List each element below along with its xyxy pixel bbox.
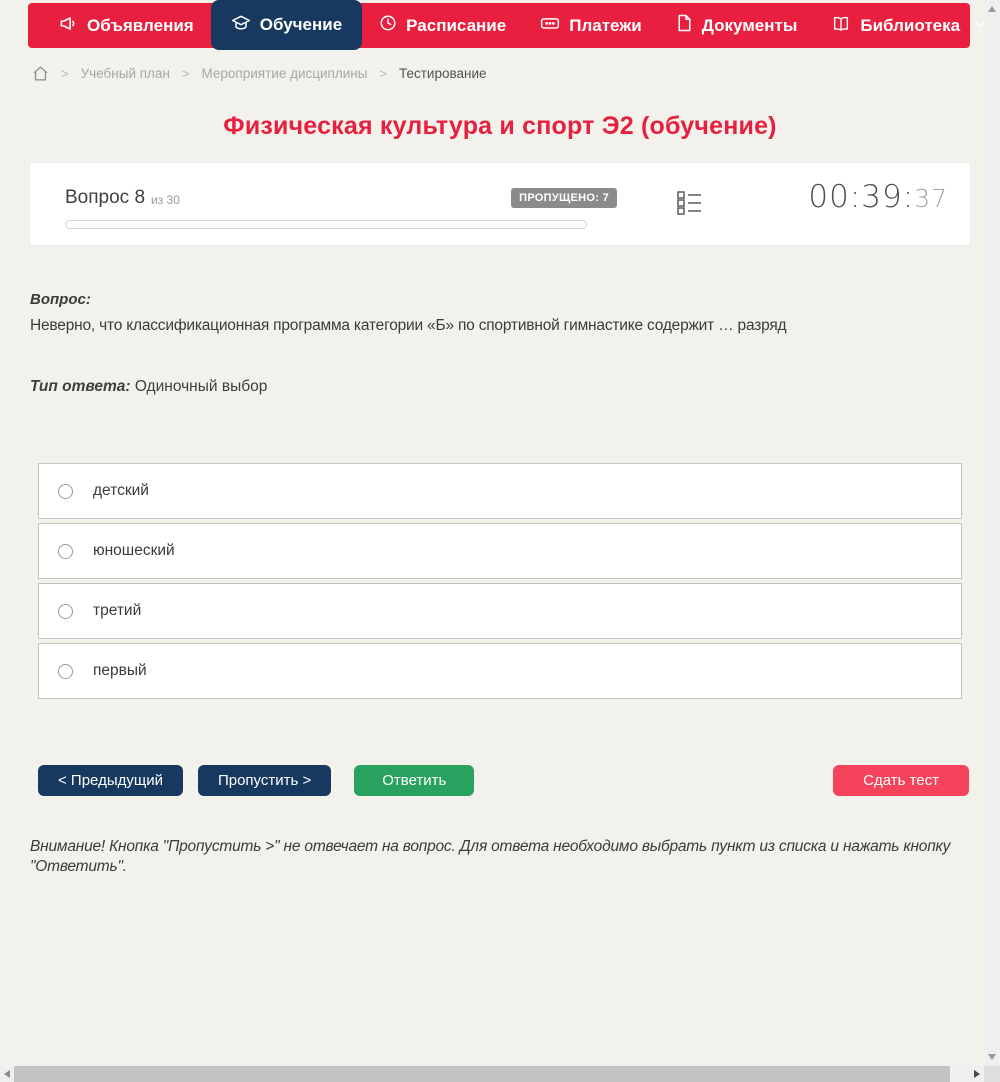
question-label: Вопрос: <box>30 291 91 308</box>
open-book-icon <box>831 14 851 38</box>
question-text: Неверно, что классификационная программа категории «Б» по спортивной гимнастике содержит … разряд <box>30 317 787 334</box>
question-of-total: из 30 <box>151 193 180 207</box>
warning-note: Внимание! Кнопка "Пропустить >" не отвечает на вопрос. Для ответа необходимо выбрать пункт из списка и нажать кнопку "Ответить". <box>30 838 951 876</box>
breadcrumb-separator: > <box>379 65 387 81</box>
answer-option-4[interactable] <box>38 643 962 699</box>
nav-item-documents[interactable] <box>659 3 815 48</box>
scroll-left-icon[interactable] <box>4 1070 10 1078</box>
breadcrumb-separator: > <box>61 65 69 81</box>
timer <box>808 179 948 215</box>
question-panel <box>30 163 970 245</box>
home-icon[interactable] <box>32 65 49 82</box>
submit-test-button[interactable]: Сдать тест <box>833 765 969 796</box>
progress-bar <box>65 220 587 229</box>
breadcrumb <box>32 62 487 84</box>
answer-option-label: третий <box>93 602 142 619</box>
answer-type-value: Одиночный выбор <box>134 378 268 395</box>
question-block <box>30 291 950 396</box>
answer-type-row <box>30 378 950 396</box>
nav-item-schedule[interactable] <box>362 3 523 48</box>
question-number: Вопрос 8 <box>65 187 146 208</box>
answer-options <box>38 463 962 703</box>
radio-icon[interactable] <box>58 604 73 619</box>
nav-item-label: Платежи <box>569 15 642 35</box>
breadcrumb-separator: > <box>181 65 190 81</box>
radio-icon[interactable] <box>58 664 73 679</box>
scroll-right-icon[interactable] <box>974 1070 980 1078</box>
nav-item-payments[interactable] <box>523 3 659 48</box>
clock-icon <box>379 14 397 37</box>
action-buttons <box>38 765 969 796</box>
nav-item-label: Обучение <box>259 15 343 34</box>
nav-item-label: Библиотека <box>860 15 961 35</box>
radio-icon[interactable] <box>58 484 73 499</box>
skip-button[interactable]: Пропустить > <box>198 765 331 796</box>
graduation-cap-icon <box>231 13 251 38</box>
answer-option-3[interactable] <box>38 583 962 639</box>
breadcrumb-curriculum[interactable]: Учебный план <box>80 65 170 81</box>
answer-button[interactable]: Ответить <box>354 765 474 796</box>
scroll-up-icon[interactable] <box>988 6 996 12</box>
timer-main: 00:39: <box>808 179 915 215</box>
question-progress-block <box>65 187 617 229</box>
scroll-down-icon[interactable] <box>988 1054 996 1060</box>
answer-option-1[interactable] <box>38 463 962 519</box>
answer-option-label: первый <box>93 662 147 679</box>
answer-option-label: детский <box>93 482 149 499</box>
scrollbar-corner <box>984 1066 1000 1082</box>
megaphone-icon <box>59 14 78 38</box>
nav-item-label: Объявления <box>87 15 194 35</box>
horizontal-scrollbar[interactable] <box>0 1066 984 1082</box>
timer-seconds: 37 <box>914 184 948 213</box>
top-navbar <box>28 3 970 48</box>
document-icon <box>676 14 693 37</box>
horizontal-scrollbar-thumb[interactable] <box>14 1066 950 1082</box>
answer-option-label: юношеский <box>93 542 175 559</box>
nav-item-announcements[interactable] <box>42 3 211 48</box>
previous-button[interactable]: < Предыдущий <box>38 765 183 796</box>
banknote-icon <box>540 13 560 38</box>
breadcrumb-testing: Тестирование <box>399 65 487 81</box>
breadcrumb-discipline-event[interactable]: Мероприятие дисциплины <box>201 65 368 81</box>
answer-option-2[interactable] <box>38 523 962 579</box>
question-list-icon[interactable] <box>676 189 702 222</box>
page-title: Физическая культура и спорт Э2 (обучение) <box>223 112 777 140</box>
nav-item-label: Документы <box>701 15 798 35</box>
nav-item-library[interactable] <box>814 3 1000 48</box>
nav-item-label: Расписание <box>406 15 507 35</box>
radio-icon[interactable] <box>58 544 73 559</box>
answer-type-label: Тип ответа: <box>30 378 131 395</box>
vertical-scrollbar[interactable] <box>984 0 1000 1066</box>
skipped-badge: ПРОПУЩЕНО: 7 <box>511 188 617 208</box>
nav-item-education[interactable] <box>211 0 362 50</box>
